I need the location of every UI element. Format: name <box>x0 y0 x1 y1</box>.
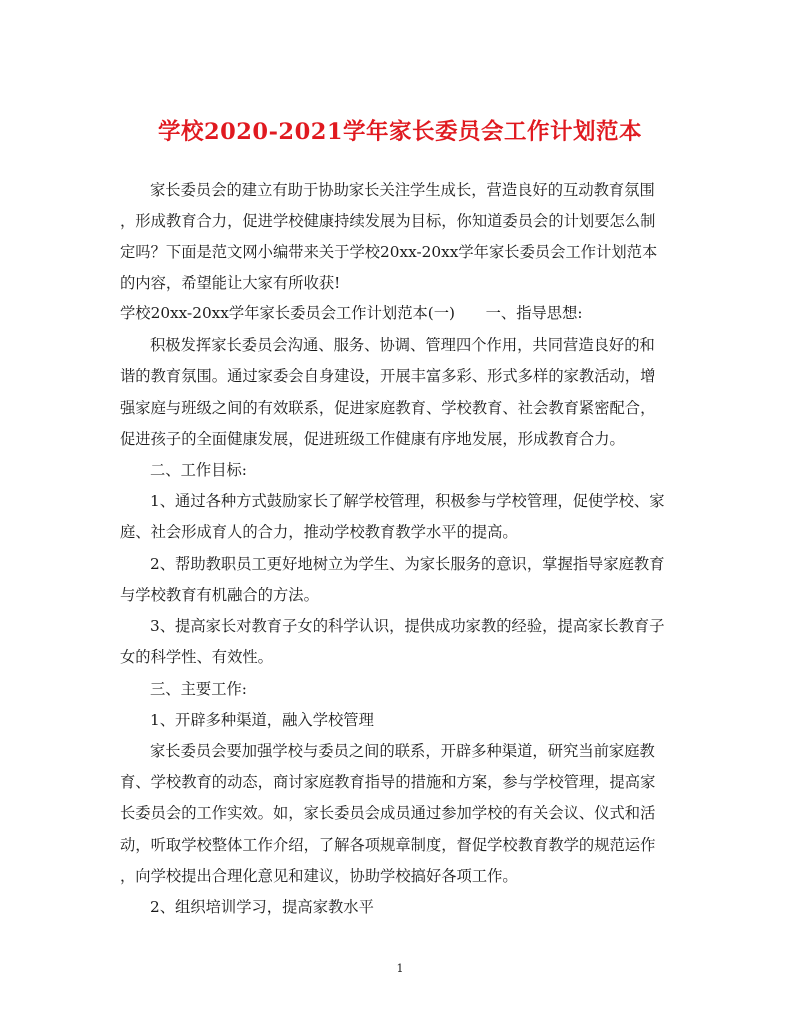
body-line-20: 育、学校教育的动态，商讨家庭教育指导的措施和方案，参与学校管理，提高家 <box>120 773 656 791</box>
body-line-15: 3、提高家长对教育子女的科学认识，提供成功家教的经验，提高家长教育子 <box>150 617 665 635</box>
body-line-16: 女的科学性、有效性。 <box>120 648 273 666</box>
body-line-13: 2、帮助教职员工更好地树立为学生、为家长服务的意识，掌握指导家庭教育 <box>150 555 665 573</box>
body-line-14: 与学校教育有机融合的方法。 <box>120 586 319 604</box>
sub-heading-2: 2、组织培训学习，提高家教水平 <box>150 898 374 916</box>
body-line-19: 家长委员会要加强学校与委员之间的联系，开辟多种渠道，研究当前家庭教 <box>150 742 655 760</box>
body-line-12: 庭、社会形成育人的合力，推动学校教育教学水平的提高。 <box>120 523 518 541</box>
body-line-3: 定吗？下面是范文网小编带来关于学校20xx-20xx学年家长委员会工作计划范本 <box>120 243 658 261</box>
body-line-9: 促进孩子的全面健康发展，促进班级工作健康有序地发展，形成教育合力。 <box>120 430 625 448</box>
body-line-22: 动，听取学校整体工作介绍，了解各项规章制度，督促学校教育教学的规范运作 <box>120 836 656 854</box>
body-line-11: 1、通过各种方式鼓励家长了解学校管理，积极参与学校管理，促使学校、家 <box>150 492 665 510</box>
body-line-8: 强家庭与班级之间的有效联系，促进家庭教育、学校教育、社会教育紧密配合， <box>120 399 656 417</box>
section-heading-2: 二、工作目标: <box>150 461 247 479</box>
body-line-23: ，向学校提出合理化意见和建议，协助学校搞好各项工作。 <box>120 867 518 885</box>
page-number: 1 <box>396 962 404 975</box>
document-title: 学校2020-2021学年家长委员会工作计划范本 <box>157 119 643 145</box>
body-line-7: 谐的教育氛围。通过家委会自身建设，开展丰富多彩、形式多样的家教活动，增 <box>120 367 656 385</box>
body-line-4: 的内容，希望能让大家有所收获! <box>120 274 341 292</box>
section-heading-line: 学校20xx-20xx学年家长委员会工作计划范本(一) 一、指导思想: <box>120 304 583 322</box>
body-line-21: 长委员会的工作实效。如，家长委员会成员通过参加学校的有关会议、仪式和活 <box>120 804 656 822</box>
body-line-6: 积极发挥家长委员会沟通、服务、协调、管理四个作用，共同营造良好的和 <box>150 336 655 354</box>
body-line-2: ，形成教育合力，促进学校健康持续发展为目标，你知道委员会的计划要怎么制 <box>120 212 656 230</box>
sub-heading-1: 1、开辟多种渠道，融入学校管理 <box>150 711 374 729</box>
section-heading-3: 三、主要工作: <box>150 680 247 698</box>
body-line-1: 家长委员会的建立有助于协助家长关注学生成长，营造良好的互动教育氛围 <box>150 181 655 199</box>
